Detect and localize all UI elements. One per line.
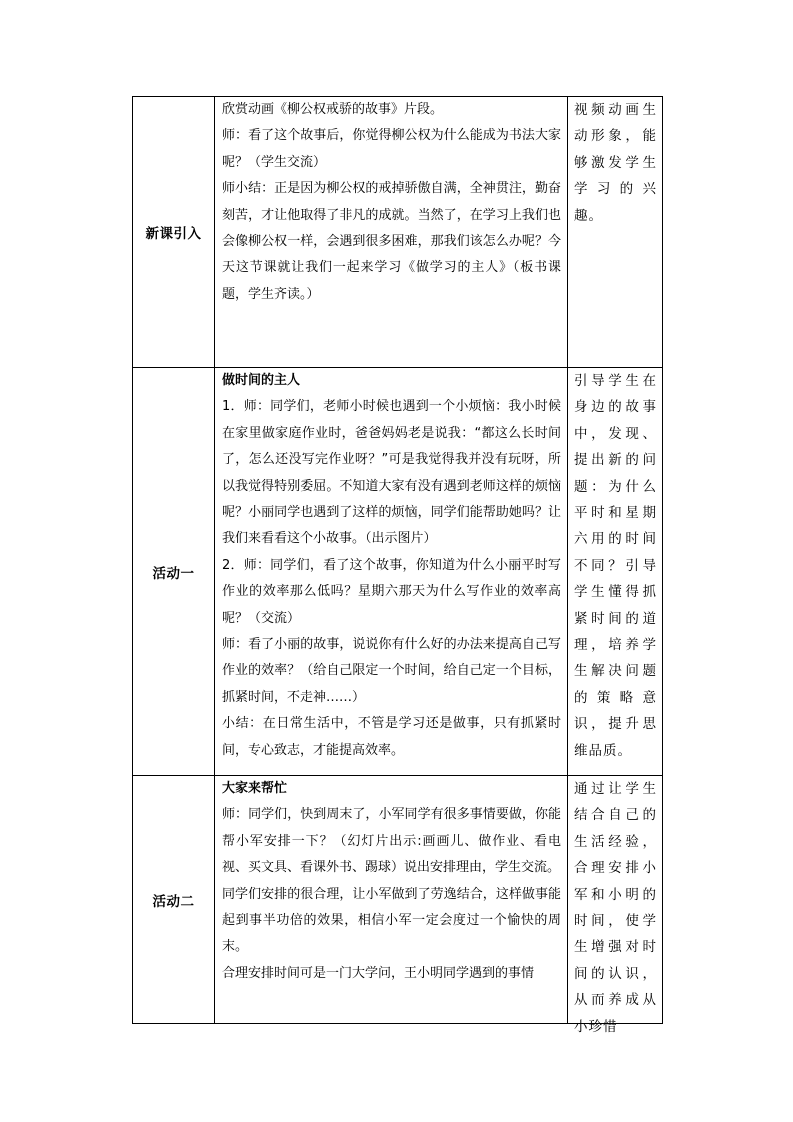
design-note: 通过让学生结合自己的生活经验，合理安排小军和小明的时间，使学生增强对时间的认识，从而养成从小珍惜	[574, 781, 657, 1035]
content-cell	[215, 97, 568, 367]
content-line: 2．师：同学们，看了这个故事，你知道为什么小丽平时写作业的效率那么低吗？星期六那天为什么写作业的效率高呢？（交流）	[222, 557, 561, 626]
content-line: 师：看了这个故事后，你觉得柳公权为什么能成为书法大家呢？（学生交流）	[222, 128, 561, 170]
content-line: 欣赏动画《柳公权戒骄的故事》片段。	[222, 102, 444, 117]
table-row-activity-2	[133, 776, 663, 1035]
stage-cell	[133, 97, 215, 367]
lesson-plan-table	[132, 96, 663, 1035]
table-row-activity-1	[133, 368, 663, 776]
note-cell	[568, 97, 663, 367]
stage-cell	[133, 776, 215, 1023]
note-cell	[568, 368, 663, 775]
design-note: 引导学生在身边的故事中，发现、提出新的问题：为什么平时和星期六用的时间不同？引导学生懂得抓紧时间的道理，培养学生解决问题的策略意识，提升思维品质。	[574, 373, 657, 759]
design-note: 视频动画生动形象，能够激发学生学习的兴趣。	[574, 102, 657, 224]
activity-heading: 做时间的主人	[222, 373, 301, 388]
table-row-intro	[133, 97, 663, 368]
content-line: 师：同学们，快到周末了，小军同学有很多事情要做，你能帮小军安排一下？（幻灯片出示:画画儿、做作业、看电视、买文具、看课外书、踢球）说出安排理由，学生交流。	[222, 807, 561, 876]
content-line: 同学们安排的很合理，让小军做到了劳逸结合，这样做事能起到事半功倍的效果，相信小军一定会度过一个愉快的周末。	[222, 886, 561, 955]
content-line: 小结：在日常生活中，不管是学习还是做事，只有抓紧时间，专心致志，才能提高效率。	[222, 716, 561, 758]
stage-label: 活动二	[152, 893, 195, 910]
content-cell	[215, 368, 568, 775]
content-line: 师小结：正是因为柳公权的戒掉骄傲自满，全神贯注，勤奋刻苦，才让他取得了非凡的成就。当然了，在学习上我们也会像柳公权一样，会遇到很多困难，那我们该怎么办呢？今天这节课就让我们一起来学习《做学习的主人》（板书课题，学生齐读。）	[222, 181, 561, 302]
content-line: 1．师：同学们，老师小时候也遇到一个小烦恼：我小时候在家里做家庭作业时，爸爸妈妈老是说我：“都这么长时间了，怎么还没写完作业呀？”可是我觉得我并没有玩呀，所以我觉得特别委屈。不知道大家有没有遇到老师这样的烦恼呢？小丽同学也遇到了这样的烦恼，同学们能帮助她吗？让我们来看看这个小故事。（出示图片）	[222, 399, 561, 547]
note-cell	[568, 776, 663, 1035]
content-line: 师：看了小丽的故事，说说你有什么好的办法来提高自己写作业的效率？（给自己限定一个时间，给自己定一个目标，抓紧时间，不走神……）	[222, 637, 561, 705]
stage-cell	[133, 368, 215, 775]
stage-label: 新课引入	[145, 226, 202, 242]
stage-label: 活动一	[152, 565, 195, 582]
content-cell	[215, 776, 568, 1023]
content-line: 合理安排时间可是一门大学问，王小明同学遇到的事情	[222, 965, 535, 981]
activity-heading: 大家来帮忙	[222, 781, 288, 796]
